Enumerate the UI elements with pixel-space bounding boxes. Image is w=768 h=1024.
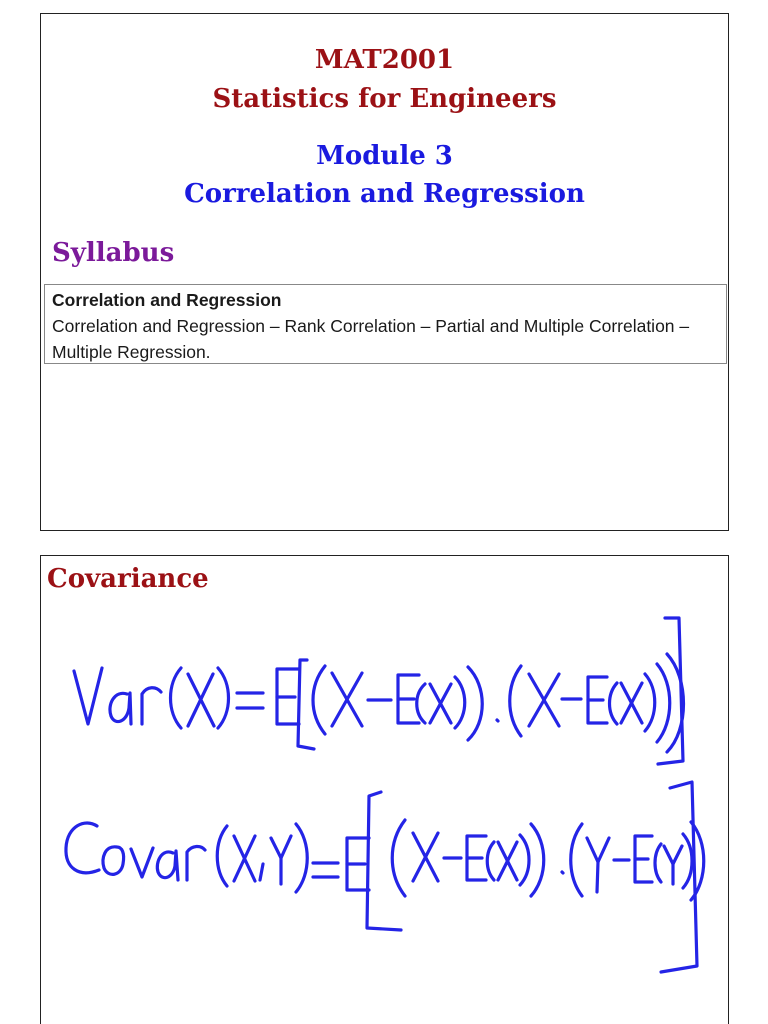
covariance-heading: Covariance <box>47 564 209 594</box>
module-number: Module 3 <box>316 141 453 171</box>
module-title: Correlation and Regression <box>184 179 585 209</box>
course-name: Statistics for Engineers <box>212 84 557 114</box>
slide-title <box>40 13 729 531</box>
syllabus-box-body: Correlation and Regression – Rank Correlation – Partial and Multiple Correlation – Multiple Regression. <box>52 316 690 362</box>
syllabus-box-title: Correlation and Regression <box>52 290 282 310</box>
syllabus-box <box>44 284 727 364</box>
slide-covariance <box>40 555 729 1024</box>
handwritten-equation-covariance <box>41 556 704 972</box>
course-code: MAT2001 <box>314 45 455 75</box>
handwritten-equation-variance <box>41 556 684 764</box>
handwritten-ink-layer <box>41 556 730 1024</box>
syllabus-heading: Syllabus <box>52 238 175 268</box>
